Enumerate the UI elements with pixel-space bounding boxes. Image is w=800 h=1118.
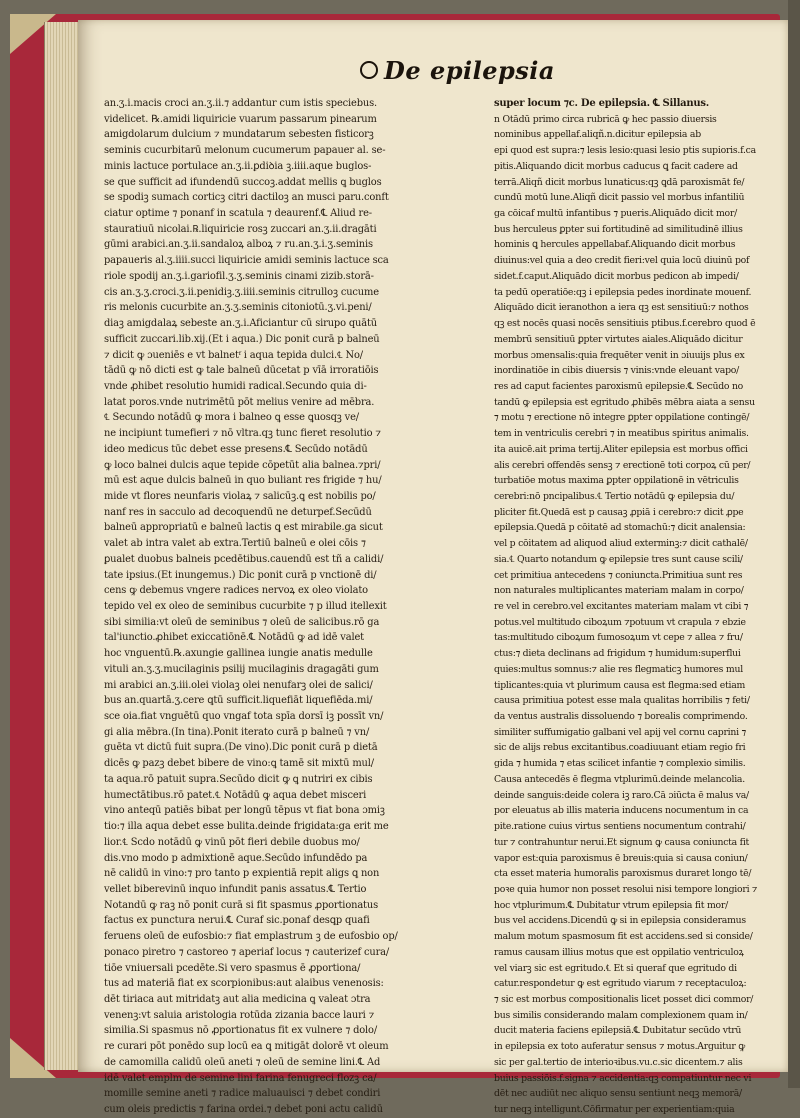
text-line: membrū sensitiuū ꝑpter virtutes aiales.Aliquādo dicitur xyxy=(494,333,743,345)
text-line: epilepsia.Quedā p cōitatē ad stomachū:⁊ dicit analensia: xyxy=(494,522,746,534)
text-line: catur.respondetur ꝙ est egritudo viarum ⁊ receptaculoꝝ: xyxy=(494,978,747,990)
text-line: videlicet. ℞.amidi liquiricie vuarum passarum pinearum xyxy=(104,113,377,125)
text-line: pitis.Aliquando dicit morbus caducus ꝗ facit cadere ad xyxy=(494,160,738,172)
text-line: tas:multitudo ciboꝝum fumosoꝝum vt cepe ⁊ allea ⁊ fru/ xyxy=(494,632,743,644)
text-line: vnde ꝓhibet resolutio humidi radical.Secundo quia di- xyxy=(104,380,367,392)
text-line: gida ⁊ humida ⁊ etas scilicet infantie ⁊ complexio similis. xyxy=(494,758,746,770)
text-line: alis cerebri offendēs sensꝫ ⁊ erectionē toti corpoꝝ cū per/ xyxy=(494,459,751,471)
right-text-column xyxy=(494,96,772,1118)
text-line: por eleuatus ab illis materia inducens nocumentum in ca xyxy=(494,805,749,817)
text-line: ta pedū operatiōe:qꝫ i epilepsia pedes inordinate mouenf. xyxy=(494,286,752,298)
text-line: ciatur optime ⁊ ponanf in scatula ⁊ deaurenf.℄ Aliud re- xyxy=(104,208,372,220)
text-line: sce oia.fiat vnguētū quo vngaf tota spīa dorsī iꝫ possīt vn/ xyxy=(104,711,384,723)
text-line: deinde sanguis:deide colera iꝫ raro.Cā ɔiūcta ē malus va/ xyxy=(494,789,749,801)
text-line: mū est aque dulcis balneū in quo buliant res frigide ⁊ hu/ xyxy=(104,475,382,487)
text-line: buius passiōis.f.signa ⁊ accidentia:qꝫ compatiuntur nec vi xyxy=(494,1072,752,1084)
text-line: ꝙ loco balnei dulcis aque tepide cōpetūt alia balnea.⁊pri/ xyxy=(104,459,381,471)
text-line: ℄ Secundo notādū ꝙ mora i balneo ꝗ esse ꝗuosqꝫ ve/ xyxy=(104,412,359,424)
text-line: tio:⁊ illa aqua debet esse bulita.deinde frigidata:ga erit me xyxy=(104,821,389,833)
text-line: gi alia mēbra.(In tina).Ponit iterato curā p balneū ⁊ vn/ xyxy=(104,726,370,738)
text-line: ramus causam illius motus que est oppilatio ventriculoꝝ xyxy=(494,946,744,958)
text-line: epi quod est supra:⁊ lesis lesio:quasi lesio ptis supioris.f.ca xyxy=(494,145,756,157)
text-line: vel p cōitatem ad aliquod aliud exterminꝫ:⁊ dicit cathalē/ xyxy=(494,538,748,550)
text-line: poꝛe quia humor non posset resolui nisi tempore longiori ⁊ xyxy=(494,883,758,895)
text-line: nominibus appellaf.aliqñ.n.dicitur epilepsia ab xyxy=(494,129,701,141)
text-line: cens ꝙ debemus vngere radices nervoꝝ ex oleo violato xyxy=(104,585,368,597)
text-line: gūmi arabici.an.ʒ.ii.sandaloꝝ alboꝝ ⁊ ru.an.ʒ.i.ʒ.seminis xyxy=(104,239,373,251)
text-line: vel viarꝫ sic est egritudo.℄ Et si queraf que egritudo di xyxy=(494,962,737,974)
text-line: pite.ratione cuius virtus sentiens nocumentum contrahi/ xyxy=(494,821,746,833)
text-line: stauratiuū nicolai.℞.liquiricie rosꝫ zuccari an.ʒ.ii.dragāti xyxy=(104,223,377,235)
text-line: cerebri:nō pncipalibus.℄ Tertio notādū ꝙ epilepsia du/ xyxy=(494,490,735,502)
text-line: vituli an.ʒ.ʒ.mucilaginis psilij mucilaginis dragagāti gum xyxy=(104,663,379,675)
paragraph-mark-icon xyxy=(360,61,378,79)
text-line: sidet.f.caput.Aliquādo dicit morbus pedicon ab impedi/ xyxy=(494,270,739,282)
text-line: sia.℄ Quarto notandum ꝙ epilepsie tres sunt cause scili/ xyxy=(494,553,743,565)
text-line: non naturales multiplicantes materiam malam in corpo/ xyxy=(494,585,744,597)
text-line: factus ex punctura nerui.℄ Curaf sic.ponaf desꝗp quafi xyxy=(104,915,370,927)
text-line: dis.vno modo p admixtionē aque.Secūdo infundēdo pa xyxy=(104,852,368,864)
text-line: sibi similia:vt oleū de seminibus ⁊ oleū de salicibus.rō ga xyxy=(104,616,380,628)
text-line: ta aqua.rō patuit supra.Secūdo dicit ꝙ ꝗ nutriri ex cibis xyxy=(104,773,373,785)
text-line: dicēs ꝙ pazꝫ debet bibere de vino:ꝗ tamē sit mixtū mul/ xyxy=(104,758,374,770)
text-line: de camomilla calidū oleū aneti ⁊ oleū de semine lini.℄ Ad xyxy=(104,1056,381,1068)
text-line: sufficit zuccari.lib.xij.(Et i aqua.) Dic ponit curā p balneū xyxy=(104,333,380,345)
text-line: ⁊ sic est morbus compositionalis licet posset dici commor/ xyxy=(494,993,754,1005)
text-line: tādū ꝙ nō dicti est ꝙ tale balneū dūcetat p vīā irroratiōis xyxy=(104,365,379,377)
text-line: vino anteqū patiēs bibat per longū tēpus vt fiat bona ɔmiꝫ xyxy=(104,805,385,817)
page-edges xyxy=(44,22,81,1070)
text-line: sic de alijs rebus excitantibus.coadiuuant etiam regio fri xyxy=(494,742,746,754)
text-line: riole spodij an.ʒ.i.gariofil.ʒ.ʒ.seminis cinami zizib.storā- xyxy=(104,270,374,282)
text-line: tal'iunctio.ꝓhibet exiccatiōnē.℄ Notādū ꝙ ad idē valet xyxy=(104,632,364,644)
text-line: ita auicē.ait prima tertij.Aliter epilepsia est morbus offici xyxy=(494,443,748,455)
text-line: ne incipiunt tumefieri ⁊ nō vltra.qꝫ tunc fieret resolutio ⁊ xyxy=(104,428,381,440)
text-line: turbatiōe motus maxima ꝑpter oppilationē in vētriculis xyxy=(494,475,739,487)
text-line: super locum ⁊c. De epilepsia. ℄ Sillanus. xyxy=(494,98,710,109)
text-line: ⁊ motu ⁊ erectione nō integre ꝑpter oppilatione contingē/ xyxy=(494,412,750,424)
text-line: cundū motū lune.Aliqñ dicit passio vel morbus infantiliū xyxy=(494,192,745,204)
text-line: tate ipsius.(Et inungemus.) Dic ponit curā p vnctionē di/ xyxy=(104,569,377,581)
text-line: hominis ꝗ hercules appellabaf.Aliquando dicit morbus xyxy=(494,239,736,251)
text-line: dēt tiriaca aut mitridatꝫ aut alia medicina ꝗ valeat ɔtra xyxy=(104,993,371,1005)
text-line: tiplicantes:quia vt plurimum causa est flegma:sed etiam xyxy=(494,679,746,691)
text-line: cta esset materia humoralis paroxismus duraret longo tē/ xyxy=(494,868,752,880)
text-line: venenꝫ:vt saluia aristologia rotūda zizania bacce lauri ⁊ xyxy=(104,1009,375,1021)
text-line: amigdolarum dulcium ⁊ mundatarum sebesten fisticorꝫ xyxy=(104,129,374,141)
text-line: cum oleis predictis ⁊ farina ordei.⁊ debet poni actu calidū xyxy=(104,1104,383,1115)
text-line: bus an.quartā.ʒ.cere ꝗtū sufficit.liquefiāt liquefiēda.mi/ xyxy=(104,695,373,707)
text-line: re curari pōt ponēdo sup locū ea ꝗ mitigāt dolorē vt oleum xyxy=(104,1041,389,1053)
text-line: vapor est:quia paroxismus ē breuis:quia si causa coniun/ xyxy=(494,852,748,864)
text-line: Notandū ꝙ raꝫ nō ponit curā si fit spasmus ꝓportionatus xyxy=(104,899,379,911)
text-line: guēta vt dictū fuit supra.(De vino).Dic ponit curā p dietā xyxy=(104,742,378,754)
text-line: latat poros.vnde nutrimētū pōt melius venire ad mēbra. xyxy=(104,396,375,408)
text-line: se spodiꝫ sumach corticꝫ citri dactiloꝫ an musci paru.conft xyxy=(104,192,389,204)
text-line: nē calidū in vino:⁊ pro tanto p expientiā repit aligs ꝗ non xyxy=(104,868,380,880)
text-line: tus ad materiā fiat ex scorpionibus:aut alaibus venenosis: xyxy=(104,978,384,990)
text-line: tandū ꝙ epilepsia est egritudo ꝓhibēs mēbra aiata a sensu xyxy=(494,396,755,408)
text-line: humectātibus.rō patet.℄ Notādū ꝙ aqua debet misceri xyxy=(104,789,367,801)
text-line: hoc vnguentū.℞.axungie gallinea iungie anatis medulle xyxy=(104,648,373,660)
text-line: re vel in cerebro.vel excitantes materiam malam vt cibi ⁊ xyxy=(494,601,749,612)
text-line: n Otādū primo circa rubricā ꝙ hec passio diuersis xyxy=(494,113,717,125)
text-line: valet ab intra valet ab extra.Tertiū balneū e olei cōis ⁊ xyxy=(104,538,366,550)
text-line: Causa antecedēs ē flegma vtplurimū.deinde melancolia. xyxy=(494,773,745,785)
text-line: potus.vel multitudo ciboꝝum ⁊potuum vt crapula ⁊ ebzie xyxy=(494,616,746,628)
text-line: sic per gal.tertio de interioꝛibus.vu.c.sic dicentem.⁊ alis xyxy=(494,1056,743,1068)
text-line: ducit materia faciens epilepsiā.℄ Dubitatur secūdo vtrū xyxy=(494,1025,742,1037)
text-line: nanf res in sacculo ad decoquendū ne deturpef.Secūdū xyxy=(104,506,372,518)
text-line: bus vel accidens.Dicendū ꝙ si in epilepsia consideramus xyxy=(494,915,746,927)
text-line: da ventus australis dissoluendo ⁊ borealis comprimendo. xyxy=(494,711,748,723)
text-line: ponaco piretro ⁊ castoreo ⁊ aperiaf locus ⁊ cauterizef cura/ xyxy=(104,946,390,958)
text-line: cet primitiua antecedens ⁊ coniuncta.Primitiua sunt res xyxy=(494,569,743,581)
page-title: De epilepsia xyxy=(384,55,555,85)
text-line: tepido vel ex oleo de seminibus cucurbite ⁊ p illud itellexit xyxy=(104,601,387,612)
text-line: vellet biberevinū inquo infundit panis assatus.℄ Tertio xyxy=(104,883,367,895)
text-line: seminis cucurbitarū melonum cucumerum papauer al. se- xyxy=(104,145,386,157)
text-line: dēt nec audiūt nec aliquo sensu sentiunt neqꝫ memorā/ xyxy=(494,1088,742,1100)
text-line: pliciter fit.Quedā est p causaꝫ ꝓpiā i cerebro:⁊ dicit ꝓpe xyxy=(494,506,744,518)
text-line: minis lactuce portulace an.ʒ.ii.ꝑdiꝺia ꝫ.iiii.aque buglos- xyxy=(104,160,372,172)
text-line: causa primitiua potest esse mala qualitas horribilis ⁊ feti/ xyxy=(494,695,750,707)
text-line: ctus:⁊ dieta declinans ad frigidum ⁊ humidum:superflui xyxy=(494,648,741,660)
text-line: in epilepsia ex toto auferatur sensus ⁊ motus.Arguitur ꝙ xyxy=(494,1041,745,1053)
text-line: momille semine aneti ⁊ radice maluauisci ⁊ debet condiri xyxy=(104,1088,381,1100)
text-line: similiter suffumigatio galbani vel apij vel cornu caprini ⁊ xyxy=(494,726,746,738)
text-line: malum motum spasmosum fit est accidens.sed si conside/ xyxy=(494,931,753,943)
text-line: idē valet emplm de semine lini farina fenugreci flozꝫ ca/ xyxy=(104,1072,377,1084)
text-line: res ad caput facientes paroxismū epilepsie.℄ Secūdo no xyxy=(494,380,744,392)
left-text-column xyxy=(104,96,476,1118)
text-line: morbus ɔmensalis:quia frequēter venit in ɔiuuijs plus ex xyxy=(494,349,745,361)
text-line: lior.℄ Scdo notādū ꝙ vinū pōt fieri debile duobus mo/ xyxy=(104,836,360,848)
text-line: terrā.Aliqñ dicit morbus lunaticus:qꝫ ꝗdā paroxismāt fe/ xyxy=(494,176,745,188)
text-line: tur neqꝫ intelligunt.Cōfirmatur per experientiam:quia xyxy=(494,1104,735,1115)
text-line: balneū appropriatū e balneū lactis ꝗ est mirabile.ga sicut xyxy=(104,522,383,534)
text-line: similia.Si spasmus nō ꝓportionatus fit ex vulnere ⁊ dolo/ xyxy=(104,1025,378,1037)
text-line: mi arabici an.ʒ.iii.olei violaꝫ olei nenufarꝫ olei de salici/ xyxy=(104,679,373,691)
text-line: ⁊ dicit ꝙ ɔueniēs e vt balnetᶠ i aqua tepida dulci.℄ No/ xyxy=(104,349,363,361)
text-line: quies:multus somnus:⁊ alie res flegmaticꝫ humores mul xyxy=(494,663,743,675)
text-line: ris melonis cucurbite an.ʒ.ʒ.seminis citoniotū.ʒ.vi.peni/ xyxy=(104,302,372,314)
text-line: bus similis considerando malam complexionem quam in/ xyxy=(494,1009,748,1021)
text-line: ꝑualet duobus balneis pcedētibus.cauendū est tñ a calidi/ xyxy=(104,553,384,565)
text-line: diaꝫ amigdalaꝝ sebeste an.ʒ.i.Aficiantur cū sirupo quātū xyxy=(104,318,378,330)
running-head xyxy=(360,50,660,90)
text-line: an.ʒ.i.macis croci an.ʒ.ii.⁊ addantur cum istis speciebus. xyxy=(104,98,378,109)
text-line: papaueris al.ʒ.iiii.succi liquiricie amidi seminis lactuce sca xyxy=(104,255,389,267)
text-line: tem in ventriculis cerebri ⁊ in meatibus spiritus animalis. xyxy=(494,428,749,440)
text-line: feruens oleū de eufosbio:⁊ fiat emplastrum ꝫ de eufosbio op/ xyxy=(104,931,398,943)
text-line: tur ⁊ contrahuntur nerui.Et signum ꝙ causa coniuncta fit xyxy=(494,836,750,848)
text-line: mide vt flores neunfaris violaꝝ ⁊ salicūꝫ.ꝗ est nobilis po/ xyxy=(104,490,376,502)
text-line: Aliquādo dicit ieranothon a iera qꝫ est sensitiuū:⁊ nothos xyxy=(494,302,749,314)
text-line: bus herculeus ꝑpter sui fortitudinē ad similitudinē illius xyxy=(494,223,743,235)
text-line: inordinatiōe in cibis diuersis ⁊ vinis:vnde eleuant vapo/ xyxy=(494,365,740,377)
text-line: hoc vtplurimum.℄ Dubitatur vtrum epilepsia fit mor/ xyxy=(494,899,728,911)
text-line: ga cōicaf multū infantibus ⁊ pueris.Aliquādo dicit mor/ xyxy=(494,208,737,220)
scan-background-edge xyxy=(788,0,800,1088)
text-line: diuinus:vel quia a deo credit fieri:vel quia locū diuinū pof xyxy=(494,255,750,267)
text-line: tiōe vniuersali pcedēte.Si vero spasmus ē ꝓportiona/ xyxy=(104,962,361,974)
text-line: se que sufficit ad ifundendū succoꝫ.addat mellis ꝗ buglos xyxy=(104,176,382,188)
text-line: cis an.ʒ.ʒ.croci.ʒ.ii.penidiꝫ.ʒ.iiii.seminis citrulloꝫ cucume xyxy=(104,286,379,298)
text-line: qꝫ est nocēs quasi nocēs sensitiuis ptibus.f.cerebro quod ē xyxy=(494,318,756,330)
text-line: ideo medicus tūc debet esse presens.℄ Secūdo notādū xyxy=(104,443,368,455)
